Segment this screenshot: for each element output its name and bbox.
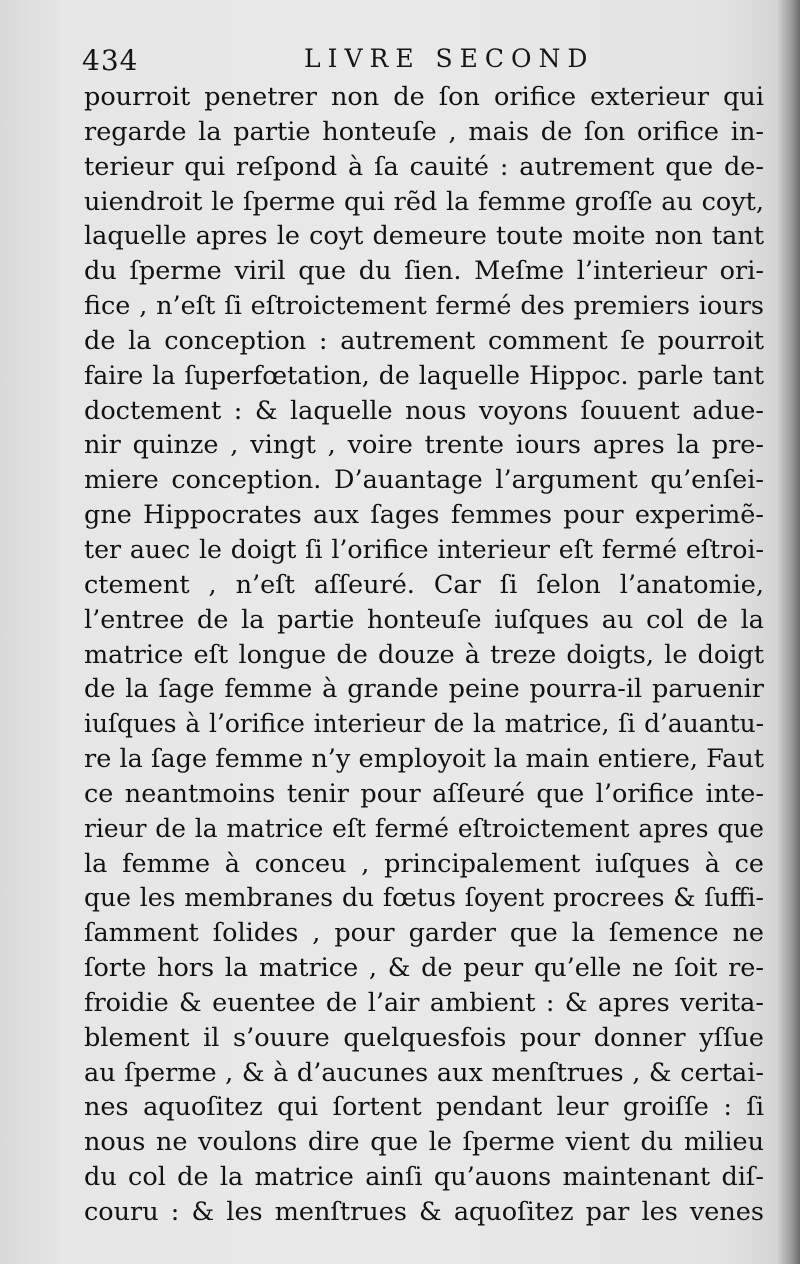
text-line: blement il s’ouure quelquesfois pour donner yſſue xyxy=(84,1022,764,1053)
text-line: froidie & euentee de l’air ambient : & apres verita- xyxy=(84,987,764,1018)
page-edge xyxy=(778,0,800,1264)
text-line: ſorte hors la matrice , & de peur qu’elle ne ſoit re- xyxy=(84,953,764,984)
page-number: 434 xyxy=(82,44,139,77)
text-line: iuſques à l’orifice interieur de la matrice, ſi d’auantu- xyxy=(84,709,764,739)
text-line: au ſperme , & à d’aucunes aux menſtrues , & certai- xyxy=(84,1057,764,1088)
text-line: de la conception : autrement comment ſe pourroit xyxy=(84,325,764,356)
page-header xyxy=(82,40,742,80)
text-line: miere conception. D’auantage l’argument qu’enſei- xyxy=(84,465,764,496)
text-line: couru : & les menſtrues & aquoſitez par les venes xyxy=(84,1197,764,1227)
body-text xyxy=(84,80,764,1230)
text-line: rieur de la matrice eſt fermé eſtroictement apres que xyxy=(84,813,764,843)
text-line: uiendroit le ſperme qui rẽd la femme groſſe au coyt, xyxy=(84,186,764,217)
text-line: laquelle apres le coyt demeure toute moite non tant xyxy=(84,221,764,252)
text-line: re la ſage femme n’y employoit la main entiere, Faut xyxy=(84,744,764,775)
text-line: regarde la partie honteuſe , mais de ſon orifice in- xyxy=(84,116,764,147)
text-line: nes aquoſitez qui ſortent pendant leur groiſſe : ſi xyxy=(84,1092,764,1123)
text-line: ce neantmoins tenir pour aſſeuré que l’orifice inte- xyxy=(84,778,764,809)
text-line: la femme à conceu , principalement iuſques à ce xyxy=(84,848,764,879)
text-line: matrice eſt longue de douze à treze doigts, le doigt xyxy=(84,639,764,670)
running-title: LIVRE SECOND xyxy=(304,44,595,73)
text-line: faire la ſuperfœtation, de laquelle Hippoc. parle tant xyxy=(84,360,764,390)
text-line: pourroit penetrer non de ſon orifice exterieur qui xyxy=(84,82,764,112)
text-line: ſamment ſolides , pour garder que la ſemence ne xyxy=(84,918,764,949)
text-line: de la ſage femme à grande peine pourra-il paruenir xyxy=(84,674,764,705)
text-line: doctement : & laquelle nous voyons ſouuent adue- xyxy=(84,395,764,426)
text-line: gne Hippocrates aux ſages femmes pour experimẽ- xyxy=(84,500,764,531)
text-line: ter auec le doigt ſi l’orifice interieur eſt fermé eſtroi- xyxy=(84,534,764,564)
text-line: nous ne voulons dire que le ſperme vient du milieu xyxy=(84,1127,764,1158)
text-line: l’entree de la partie honteuſe iuſques au col de la xyxy=(84,604,764,635)
text-line: ctement , n’eſt aſſeuré. Car ſi ſelon l’anatomie, xyxy=(84,569,764,600)
text-line: que les membranes du fœtus ſoyent procrees & ſuffi- xyxy=(84,883,764,913)
text-line: du col de la matrice ainſi qu’auons maintenant diſ- xyxy=(84,1162,764,1193)
text-line: du ſperme viril que du ſien. Meſme l’interieur ori- xyxy=(84,256,764,287)
text-line: fice , n’eſt ſi eſtroictement fermé des premiers iours xyxy=(84,291,764,322)
text-line: nir quinze , vingt , voire trente iours apres la pre- xyxy=(84,430,764,461)
text-line: terieur qui reſpond à ſa cauité : autrement que de- xyxy=(84,151,764,182)
